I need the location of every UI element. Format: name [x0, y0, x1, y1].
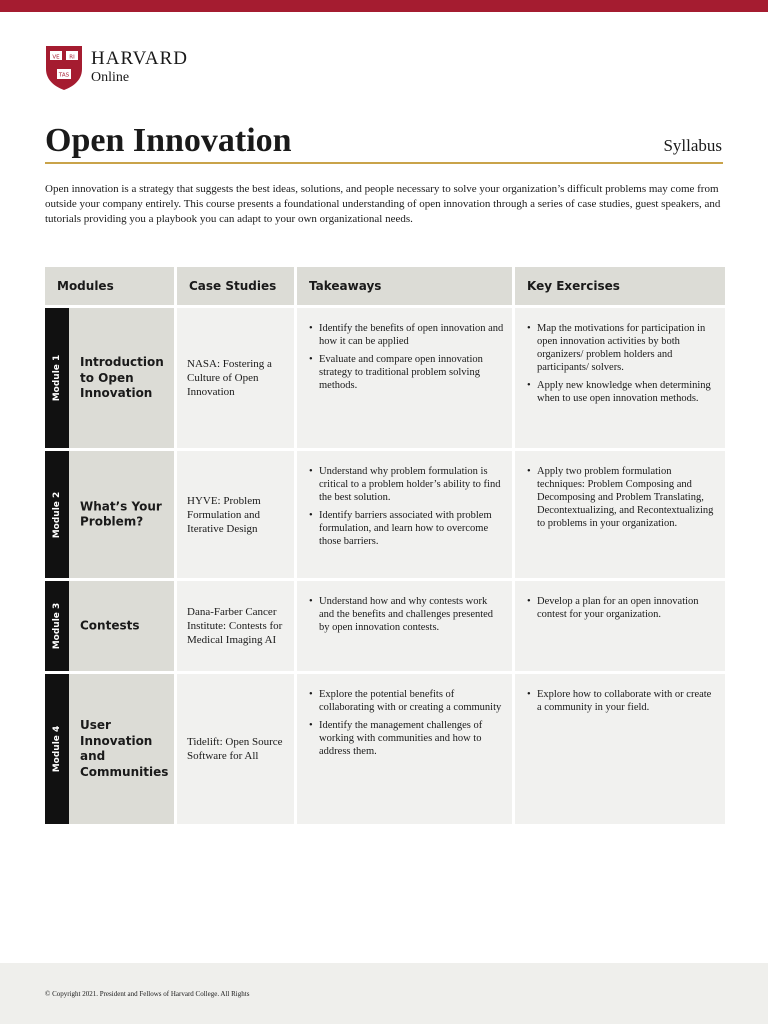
exercises-list: [525, 595, 717, 626]
harvard-shield-icon: [45, 45, 83, 91]
harvard-online-logo[interactable]: [45, 45, 188, 93]
header-key-exercises: Key Exercises: [515, 267, 725, 305]
module-tab: [45, 451, 69, 578]
module-name: User Innovation and Communities: [80, 718, 169, 779]
module-name: What’s Your Problem?: [80, 499, 162, 529]
header-takeaways: Takeaways: [297, 267, 512, 305]
case-study-cell: [177, 308, 294, 448]
logo-online-text: Online: [91, 70, 130, 85]
exercises-list: [525, 688, 717, 719]
exercises-cell: [515, 674, 725, 824]
header-case-studies: Case Studies: [177, 267, 294, 305]
case-study-cell: [177, 674, 294, 824]
takeaway-item: • Understand how and why contests work and the benefits and challenges presented by open innovation contests.: [307, 595, 504, 634]
takeaways-list: [307, 465, 504, 553]
takeaways-cell: [297, 674, 512, 824]
title-divider: [45, 162, 723, 164]
logo-wordmark: [91, 49, 188, 87]
page-footer: [0, 963, 768, 1024]
takeaways-cell: [297, 308, 512, 448]
exercise-item: • Explore how to collaborate with or create a community in your field.: [525, 688, 717, 714]
header-modules: Modules: [45, 267, 174, 305]
logo-harvard-text: HARVARD: [91, 48, 188, 69]
case-study-text: NASA: Fostering a Culture of Open Innovation: [187, 358, 272, 398]
takeaways-cell: [297, 451, 512, 578]
shield-text-ve: VE: [52, 54, 60, 61]
module-tab-label: Module 1: [52, 354, 62, 402]
case-study-text: Dana-Farber Cancer Institute: Contests for Medical Imaging AI: [187, 606, 283, 646]
case-study-cell: [177, 451, 294, 578]
takeaway-item: • Identify the benefits of open innovation and how it can be applied: [307, 322, 504, 348]
shield-text-ri: RI: [69, 54, 75, 61]
exercise-item: • Map the motivations for participation in open innovation activities by both organizers/ problem holders and participants/ solvers.: [525, 322, 717, 374]
top-accent-bar: [0, 0, 768, 12]
case-study-text: HYVE: Problem Formulation and Iterative Design: [187, 494, 261, 535]
exercises-cell: [515, 451, 725, 578]
takeaways-cell: [297, 581, 512, 671]
exercise-item: • Apply new knowledge when determining when to use open innovation methods.: [525, 379, 717, 405]
module-tab-label: Module 3: [52, 602, 62, 650]
takeaway-item: • Understand why problem formulation is critical to a problem holder’s ability to find the best solution.: [307, 465, 504, 504]
takeaway-item: • Identify the management challenges of working with communities and how to address them.: [307, 719, 504, 758]
exercise-item: • Apply two problem formulation techniques: Problem Composing and Decomposing and Problem Translating, Decontextualizing, and Recontextualizing to problems in your organization.: [525, 465, 717, 530]
page-title: Open Innovation: [45, 122, 292, 159]
module-tab: [45, 674, 69, 824]
takeaway-item: • Identify barriers associated with problem formulation, and learn how to overcome those barriers.: [307, 509, 504, 548]
takeaways-list: [307, 688, 504, 763]
exercise-item: • Develop a plan for an open innovation contest for your organization.: [525, 595, 717, 621]
copyright-text: © Copyright 2021. President and Fellows of Harvard College. All Rights: [45, 990, 250, 998]
module-tab-label: Module 4: [52, 725, 62, 773]
takeaways-list: [307, 322, 504, 397]
module-row-1: [45, 308, 174, 448]
takeaway-item: • Explore the potential benefits of collaborating with or creating a community: [307, 688, 504, 714]
exercises-cell: [515, 308, 725, 448]
module-name: Introduction to Open Innovation: [80, 354, 164, 400]
intro-paragraph: Open innovation is a strategy that suggests the best ideas, solutions, and people necessary to solve your organization’s difficult problems may come from outside your company entirely. This course presents a foundational understanding of open innovation through a series of case studies, guest speakers, and tutorials providing you a playbook you can adapt to your own organizational needs.: [45, 183, 721, 225]
document-type-label: Syllabus: [663, 136, 722, 155]
shield-text-tas: TAS: [58, 72, 70, 79]
module-name: Contests: [80, 618, 140, 633]
takeaway-item: • Evaluate and compare open innovation strategy to traditional problem solving methods.: [307, 353, 504, 392]
module-row-4: [45, 674, 174, 824]
case-study-cell: [177, 581, 294, 671]
exercises-cell: [515, 581, 725, 671]
module-tab: [45, 581, 69, 671]
exercises-list: [525, 465, 717, 535]
module-tab-label: Module 2: [52, 491, 62, 538]
module-tab: [45, 308, 69, 448]
module-row-3: [45, 581, 174, 671]
module-row-2: [45, 451, 174, 578]
exercises-list: [525, 322, 717, 410]
takeaways-list: [307, 595, 504, 639]
case-study-text: Tidelift: Open Source Software for All: [187, 736, 283, 762]
